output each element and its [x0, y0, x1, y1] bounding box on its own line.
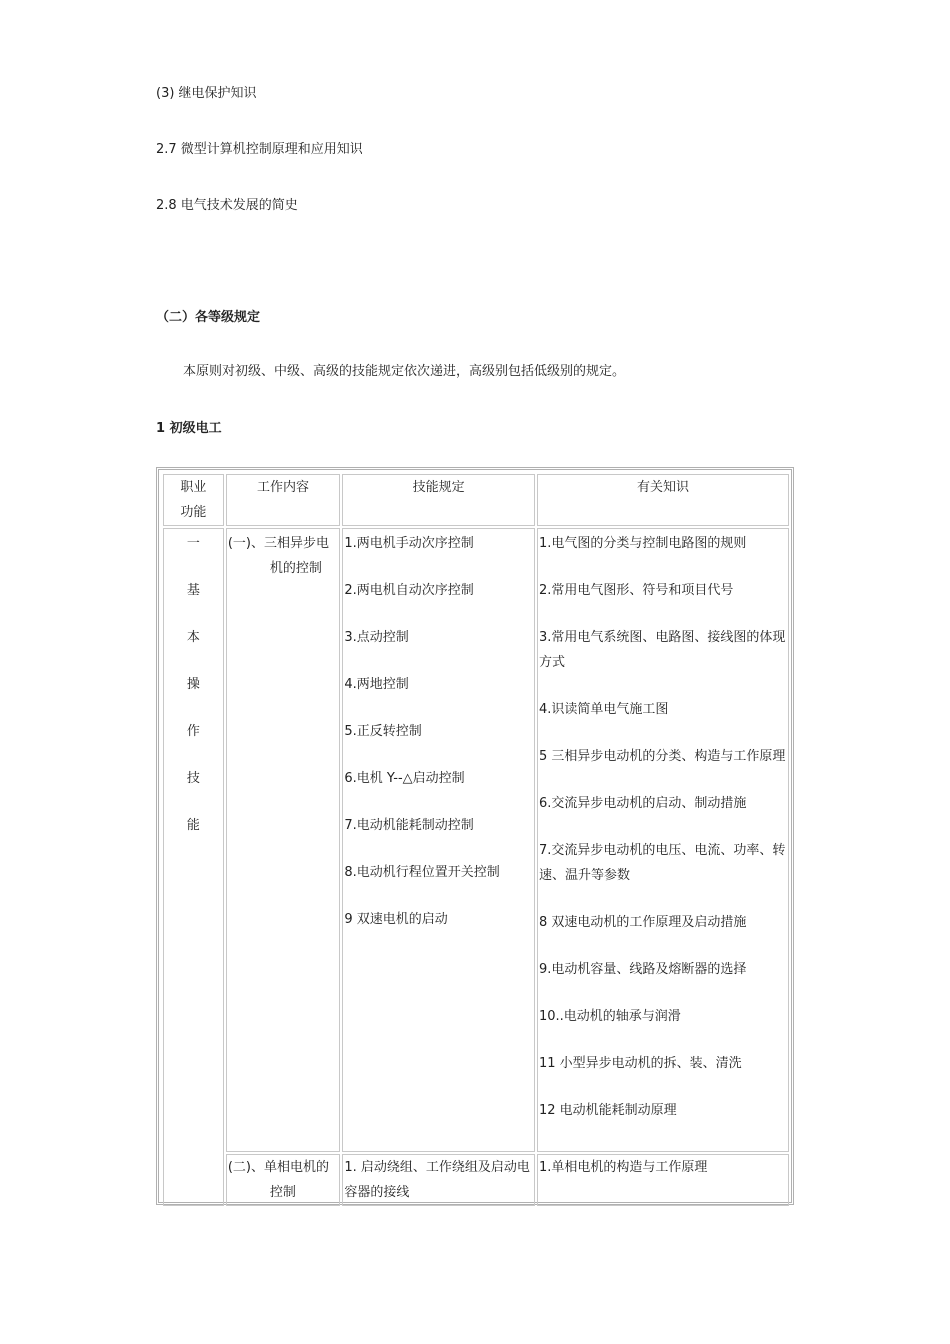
skill-item: 6.电机 Y--△启动控制 [344, 771, 465, 786]
function-char: 基 [186, 583, 200, 598]
skill-item: 9 双速电机的启动 [344, 912, 448, 927]
knowledge-item: 8 双速电动机的工作原理及启动措施 [538, 915, 747, 930]
function-cell [163, 528, 224, 1206]
header-knowledge: 有关知识 [537, 474, 789, 526]
work-content-cell [226, 528, 341, 1152]
table-header-row [163, 474, 789, 526]
knowledge-item: 7.交流异步电动机的电压、电流、功率、转速、温升等参数 [538, 843, 786, 883]
header-function [163, 474, 224, 526]
skill-item: 2.两电机自动次序控制 [344, 583, 474, 598]
knowledge-cell [537, 1154, 789, 1206]
function-char: 操 [186, 677, 200, 692]
work-content-cell [226, 1154, 341, 1206]
knowledge-item: 4.识读简单电气施工图 [538, 702, 669, 717]
knowledge-item: 2.常用电气图形、符号和项目代号 [538, 583, 734, 598]
skills-cell [342, 528, 535, 1152]
skills-table [156, 467, 794, 1205]
knowledge-item: 6.交流异步电动机的启动、制动措施 [538, 796, 747, 811]
skill-item: 1.两电机手动次序控制 [344, 536, 474, 551]
work-content-text: (二)、单相电机的控制 [227, 1160, 329, 1200]
skill-item: 5.正反转控制 [344, 724, 422, 739]
skill-item: 8.电动机行程位置开关控制 [344, 865, 500, 880]
skill-item: 4.两地控制 [344, 677, 409, 692]
knowledge-cell [537, 528, 789, 1152]
function-char: 本 [186, 630, 200, 645]
knowledge-item: 10..电动机的轴承与润滑 [538, 1009, 681, 1024]
intro-paragraph: 本原则对初级、中级、高级的技能规定依次递进，高级别包括低级别的规定。 [183, 364, 626, 379]
text-microcomputer: 2.7 微型计算机控制原理和应用知识 [156, 142, 363, 157]
header-work-content: 工作内容 [226, 474, 341, 526]
knowledge-item: 9.电动机容量、线路及熔断器的选择 [538, 962, 747, 977]
skill-item: 1. 启动绕组、工作绕组及启动电容器的接线 [344, 1160, 530, 1200]
knowledge-item: 3.常用电气系统图、电路图、接线图的体现方式 [538, 630, 786, 670]
table-row [163, 1154, 789, 1206]
text-history: 2.8 电气技术发展的简史 [156, 198, 298, 213]
skills-cell [342, 1154, 535, 1206]
text-relay-protection: (3) 继电保护知识 [156, 86, 257, 101]
skill-item: 7.电动机能耗制动控制 [344, 818, 474, 833]
function-char: 作 [186, 724, 200, 739]
knowledge-item: 5 三相异步电动机的分类、构造与工作原理 [538, 749, 786, 764]
knowledge-item: 12 电动机能耗制动原理 [538, 1103, 677, 1118]
work-content-text: (一)、三相异步电机的控制 [227, 536, 329, 576]
section-title: （二）各等级规定 [156, 310, 261, 325]
function-char: 一 [186, 536, 200, 551]
header-skills: 技能规定 [342, 474, 535, 526]
header-function-line1: 职业 [180, 480, 207, 495]
knowledge-item: 1.单相电机的构造与工作原理 [538, 1160, 708, 1175]
header-function-line2: 功能 [180, 505, 207, 520]
level-title: 1 初级电工 [156, 421, 222, 436]
function-char: 技 [186, 771, 200, 786]
knowledge-item: 1.电气图的分类与控制电路图的规则 [538, 536, 747, 551]
knowledge-item: 11 小型异步电动机的拆、装、清洗 [538, 1056, 742, 1071]
skill-item: 3.点动控制 [344, 630, 409, 645]
table-row [163, 528, 789, 1152]
function-char: 能 [186, 818, 200, 833]
